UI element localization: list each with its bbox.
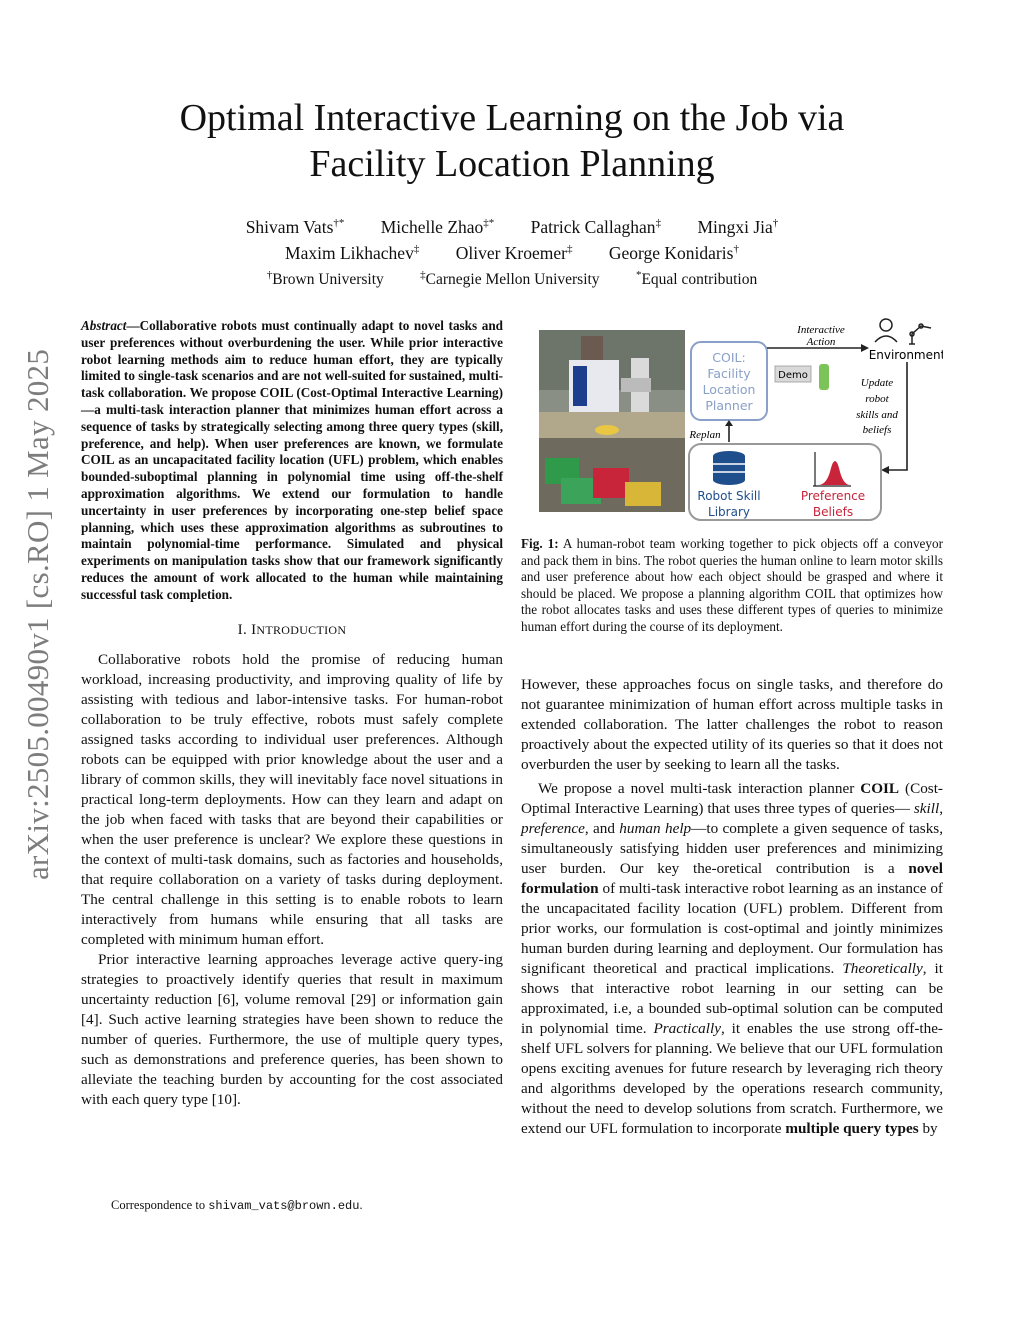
author: Michelle Zhao‡* — [380, 216, 495, 237]
left-column — [81, 318, 503, 1110]
figure-diagram — [521, 318, 943, 524]
author: Maxim Likhachev‡ — [285, 242, 420, 263]
right-paragraph-1: However, these approaches focus on single tasks, and therefore do not guarantee minimization of human effort across multiple tasks in extended collaboration. The latter challenges the robot to reason proactively about the expected utility of its queries so that it does not overburden the user by seeking to learn all the tasks. — [521, 676, 943, 773]
replan-label: Replan — [689, 429, 721, 441]
intro-paragraph-2: Prior interactive learning approaches leverage active query-ing strategies to proactively identify queries that result in maximum uncertainty reduction [6], volume removal [29] or information gain [4]. Such active learning strategies have been shown to reduce the number of queries. Furthermore, the use of multiple query types, such as demonstrations and preference queries, has been shown to alleviate the teaching burden by accounting for the cost associated with each query type [10]. — [81, 950, 503, 1108]
author: Oliver Kroemer‡ — [455, 242, 573, 263]
email-link[interactable]: shivam_vats@brown.edu — [208, 1199, 360, 1213]
author: Shivam Vats†* — [245, 216, 345, 237]
preference-beliefs-label: Preference — [800, 489, 866, 503]
title-line-1: Optimal Interactive Learning on the Job via — [179, 97, 845, 139]
robot-photo — [539, 330, 685, 512]
skill-library-label: Library — [708, 505, 750, 519]
author-row-1 — [120, 212, 904, 238]
database-icon — [713, 451, 745, 485]
abstract: Abstract—Collaborative robots must continually adapt to novel tasks and user preferences without overburdening the user. While prior interactive robot learning methods aim to reduce human effort, they are typically limited to single-task scenarios and are not well-suited for sustained, multi-task collaboration. We propose COIL (Cost-Optimal Interactive Learning)—a multi-task interaction planner that minimizes human effort across a sequence of tasks by strategically selecting among three query types (skill, preference, and help). When user preferences are known, we formulate COIL as an uncapacitated facility location (UFL) problem, which enables bounded-suboptimal planning in polynomial time using off-the-shelf approximation algorithms. We extend our formulation to handle uncertainty in user preferences by incorporating one-step belief space planning, which uses these approximation algorithms as subroutines to maintain polynomial-time performance. Simulated and physical experiments on manipulation tasks show that our framework significantly reduces the amount of work allocated to the human while maintaining successful task completion. — [81, 318, 503, 602]
affiliation: *Equal contribution — [635, 268, 758, 288]
paper-title — [90, 95, 934, 187]
author: Patrick Callaghan‡ — [530, 216, 662, 237]
coil-label: COIL: — [712, 350, 746, 365]
section-heading: I. INTRODUCTION — [237, 621, 347, 638]
coil-label: Location — [702, 382, 756, 397]
robot-arm-icon — [909, 324, 931, 344]
bottle-icon — [819, 364, 829, 390]
intro-paragraph-1: Collaborative robots hold the promise of reducing human workload, increasing productivity, and improving quality of life by assisting with tedious and labor-intensive tasks. For human-robot collaboration to be truly effective, robots must safely complete assigned tasks according to individual user preferences. Although robots can be equipped with prior knowledge about the user and a library of common skills, they will inevitably face novel situations in practical long-term deployments. How can they learn and adapt on the job when faced with tasks that are beyond their capabilities or when the user preference is unclear? We explore these questions in the context of multi-task domains, such as factories and households, that require collaboration on a variety of tasks during deployment. The central challenge in this setting is to enable robots to learn interactively from humans while ensuring that all tasks are completed with minimum human effort. — [81, 650, 503, 948]
author-row-2 — [120, 238, 904, 264]
figure-1 — [521, 318, 943, 524]
update-label: beliefs — [862, 424, 892, 436]
author: Mingxi Jia† — [697, 216, 779, 237]
interactive-label: Action — [806, 336, 836, 348]
distribution-icon — [813, 452, 851, 486]
arxiv-identifier: arXiv:2505.00490v1 [cs.RO] 1 May 2025 — [20, 348, 55, 880]
update-label: skills and — [856, 409, 898, 421]
spacer — [521, 635, 943, 675]
title-line-2: Facility Location Planning — [309, 143, 715, 185]
coil-label: Facility — [707, 366, 751, 381]
preference-beliefs-label: Beliefs — [812, 505, 854, 519]
coil-label: Planner — [705, 398, 753, 413]
author: George Konidaris† — [608, 242, 739, 263]
affiliations — [120, 264, 904, 291]
skill-library-label: Robot Skill — [697, 489, 761, 503]
figure-caption: Fig. 1: A human-robot team working together to pick objects off a conveyor and pack them in bins. The robot queries the human online to learn motor skills and user preference about how each object should be grasped and where it should be placed. We propose a planning algorithm COIL that optimizes how the robot allocates tasks and uses these different types of queries to minimize human effort during the course of its deployment. — [521, 536, 943, 634]
right-column — [521, 318, 943, 1139]
update-label: Update — [860, 377, 894, 389]
update-label: robot — [865, 393, 889, 405]
interactive-label: Interactive — [797, 324, 845, 336]
right-paragraph-2: We propose a novel multi-task interaction planner COIL (Cost-Optimal Interactive Learning) that uses three types of queries— skill, preference, and human help—to complete a given sequence of tasks, simultaneously satisfying hidden user preferences and minimizing user burden. Our key the-oretical contribution is a novel formulation of multi-task interactive robot learning as an instance of the uncapacitated facility location (UFL) problem. Different from prior works, our formulation is cost-optimal and jointly minimizes human burden during learning and deployment. Our formulation has significant theoretical and practical implications. Theoretically, it shows that interactive robot learning in our setting can be approximated, i.e, a bounded sub-optimal solution can be computed in polynomial time. Practically, it enables the use strong off-the-shelf UFL solvers for planning. We believe that our UFL formulation opens exciting avenues for future research by leveraging rich theory and algorithms developed by the operations research community, without the need to develop solutions from scratch. Furthermore, we extend our UFL formulation to incorporate multiple query types by — [521, 780, 943, 1137]
affiliation: †Brown University — [266, 268, 384, 288]
person-icon — [875, 319, 897, 342]
demo-label: Demo — [778, 370, 808, 381]
environment-label: Environment — [868, 348, 943, 362]
affiliation: ‡Carnegie Mellon University — [420, 268, 600, 288]
author-block — [120, 212, 904, 291]
footnote: Correspondence to shivam_vats@brown.edu. — [111, 1198, 363, 1213]
